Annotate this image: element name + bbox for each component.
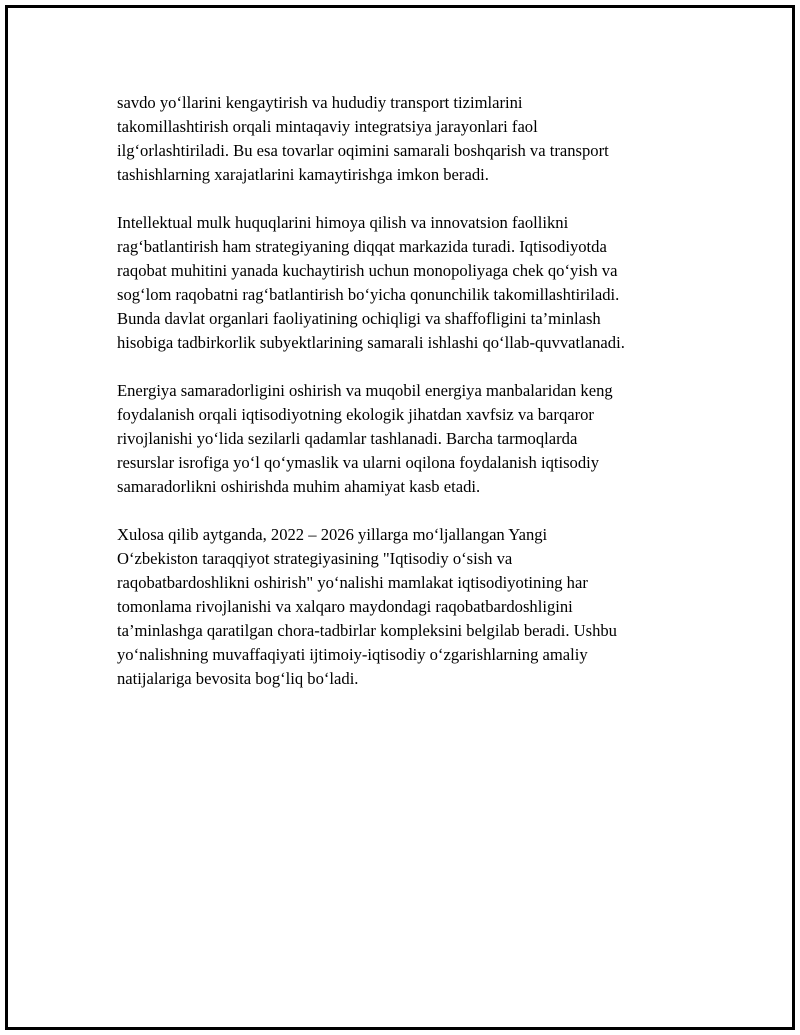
text-line: samaradorlikni oshirishda muhim ahamiyat kasb etadi. xyxy=(117,477,481,496)
text-line: Intellektual mulk huquqlarini himoya qilish va innovatsion faollikni xyxy=(117,213,569,232)
text-line: ilg‘orlashtiriladi. Bu esa tovarlar oqimini samarali boshqarish va transport xyxy=(117,141,609,160)
text-line: Energiya samaradorligini oshirish va muqobil energiya manbalaridan keng xyxy=(117,381,613,400)
text-line: rag‘batlantirish ham strategiyaning diqqat markazida turadi. Iqtisodiyotda xyxy=(117,237,607,256)
paragraph-transport xyxy=(117,91,697,187)
text-line: raqobatbardoshlikni oshirish" yo‘nalishi mamlakat iqtisodiyotining har xyxy=(117,573,588,592)
paragraph-energy xyxy=(117,379,697,499)
text-line: Bunda davlat organlari faoliyatining ochiqligi va shaffofligini ta’minlash xyxy=(117,309,601,328)
text-line: takomillashtirish orqali mintaqaviy integratsiya jarayonlari faol xyxy=(117,117,538,136)
text-line: raqobat muhitini yanada kuchaytirish uchun monopoliyaga chek qo‘yish va xyxy=(117,261,618,280)
text-line: rivojlanishi yo‘lida sezilarli qadamlar tashlanadi. Barcha tarmoqlarda xyxy=(117,429,578,448)
text-line: O‘zbekiston taraqqiyot strategiyasining "Iqtisodiy o‘sish va xyxy=(117,549,513,568)
text-line: yo‘nalishning muvaffaqiyati ijtimoiy-iqtisodiy o‘zgarishlarning amaliy xyxy=(117,645,588,664)
text-line: Xulosa qilib aytganda, 2022 – 2026 yillarga mo‘ljallangan Yangi xyxy=(117,525,548,544)
paragraph-conclusion xyxy=(117,523,697,691)
paragraph-intellectual-property xyxy=(117,211,697,355)
text-line: foydalanish orqali iqtisodiyotning ekologik jihatdan xavfsiz va barqaror xyxy=(117,405,594,424)
text-line: resurslar isrofiga yo‘l qo‘ymaslik va ularni oqilona foydalanish iqtisodiy xyxy=(117,453,600,472)
text-line: hisobiga tadbirkorlik subyektlarining samarali ishlashi qo‘llab-quvvatlanadi. xyxy=(117,333,625,352)
text-line: tomonlama rivojlanishi va xalqaro maydondagi raqobatbardoshligini xyxy=(117,597,573,616)
text-line: natijalariga bevosita bog‘liq bo‘ladi. xyxy=(117,669,359,688)
text-line: savdo yo‘llarini kengaytirish va hududiy transport tizimlarini xyxy=(117,93,523,112)
text-line: ta’minlashga qaratilgan chora-tadbirlar kompleksini belgilab beradi. Ushbu xyxy=(117,621,617,640)
text-line: tashishlarning xarajatlarini kamaytirishga imkon beradi. xyxy=(117,165,489,184)
document-body xyxy=(117,91,697,715)
text-line: sog‘lom raqobatni rag‘batlantirish bo‘yicha qonunchilik takomillashtiriladi. xyxy=(117,285,620,304)
